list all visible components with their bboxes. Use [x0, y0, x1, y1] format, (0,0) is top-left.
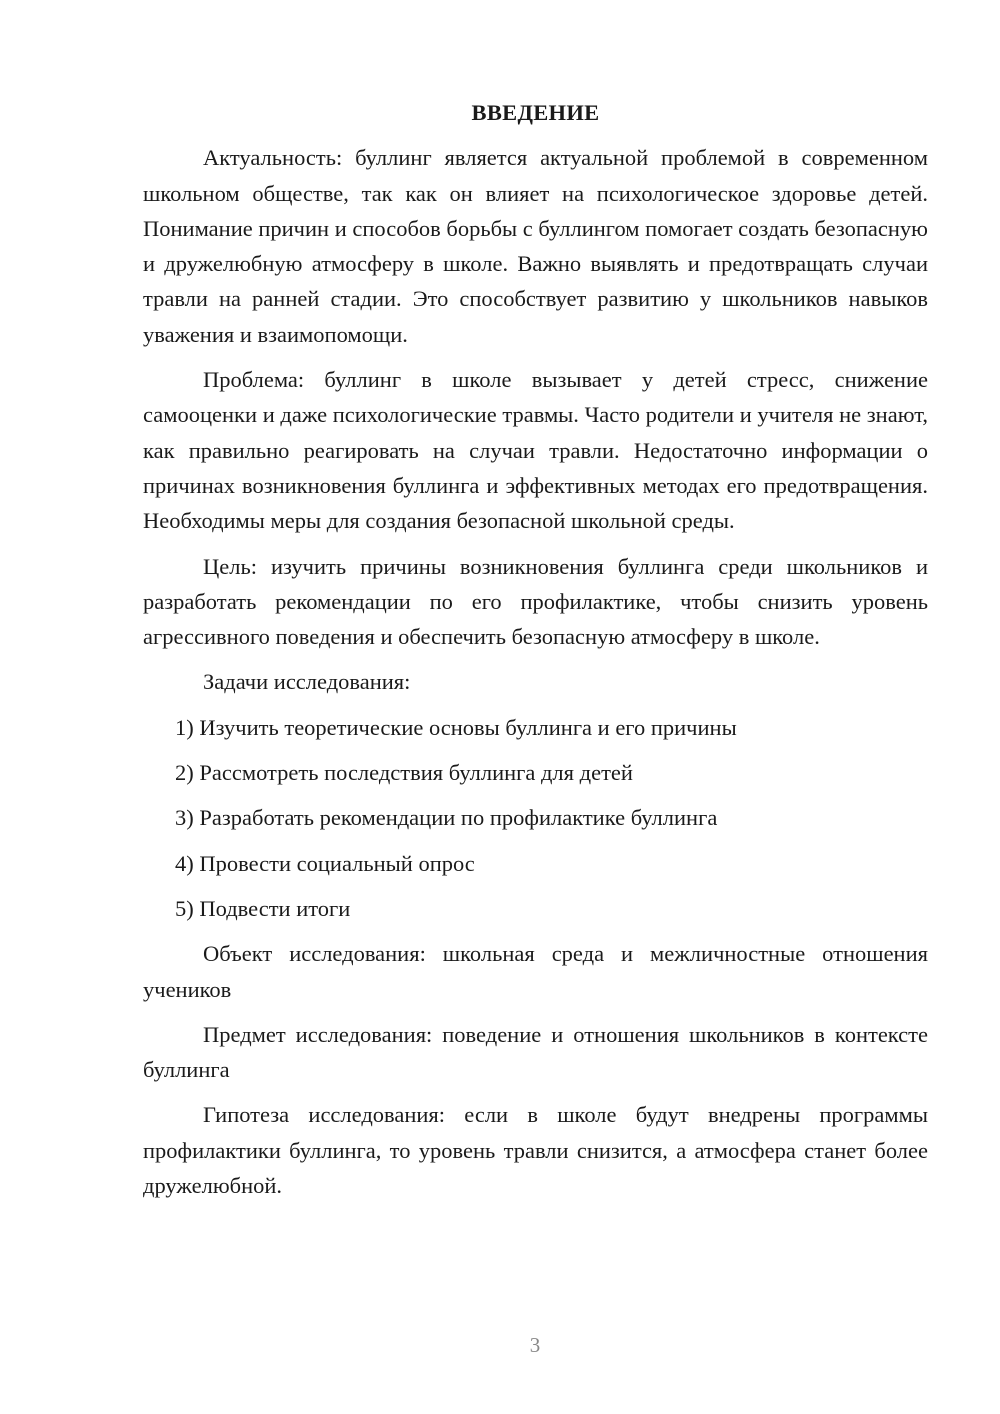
page-title: ВВЕДЕНИЕ	[471, 100, 600, 125]
task-item: 4) Провести социальный опрос	[175, 850, 475, 876]
task-list	[143, 710, 928, 926]
task-item: 3) Разработать рекомендации по профилактике буллинга	[175, 805, 718, 831]
problem-paragraph: Проблема: буллинг в школе вызывает у детей стресс, снижение самооценки и даже психологические травмы. Часто родители и учителя не знают, как правильно реагировать на случаи травли. Недостаточно информации о причинах возникновения буллинга и эффективных методах его предотвращения. Необходимы меры для создания безопасной школьной среды.	[143, 367, 928, 534]
task-item: 5) Подвести итоги	[175, 895, 351, 921]
subject-paragraph: Предмет исследования: поведение и отношения школьников в контексте буллинга	[143, 1021, 928, 1083]
page-content	[143, 95, 928, 1213]
relevance-paragraph: Актуальность: буллинг является актуальной проблемой в современном школьном обществе, так как он влияет на психологическое здоровье детей. Понимание причин и способов борьбы с буллингом помогает создать безопасную и дружелюбную атмосферу в школе. Важно выявлять и предотвращать случаи травли на ранней стадии. Это способствует развитию у школьников навыков уважения и взаимопомощи.	[143, 145, 928, 347]
object-paragraph: Объект исследования: школьная среда и межличностные отношения учеников	[143, 941, 928, 1002]
goal-paragraph: Цель: изучить причины возникновения буллинга среди школьников и разработать рекомендации по его профилактике, чтобы снизить уровень агрессивного поведения и обеспечить безопасную атмосферу в школе.	[143, 553, 928, 650]
page-number: 3	[529, 1333, 541, 1357]
tasks-heading: Задачи исследования:	[203, 669, 411, 695]
hypothesis-paragraph: Гипотеза исследования: если в школе будут внедрены программы профилактики буллинга, то уровень травли снизится, а атмосфера станет более дружелюбной.	[143, 1102, 928, 1199]
task-item: 1) Изучить теоретические основы буллинга и его причины	[175, 714, 737, 740]
task-item: 2) Рассмотреть последствия буллинга для детей	[175, 760, 633, 786]
